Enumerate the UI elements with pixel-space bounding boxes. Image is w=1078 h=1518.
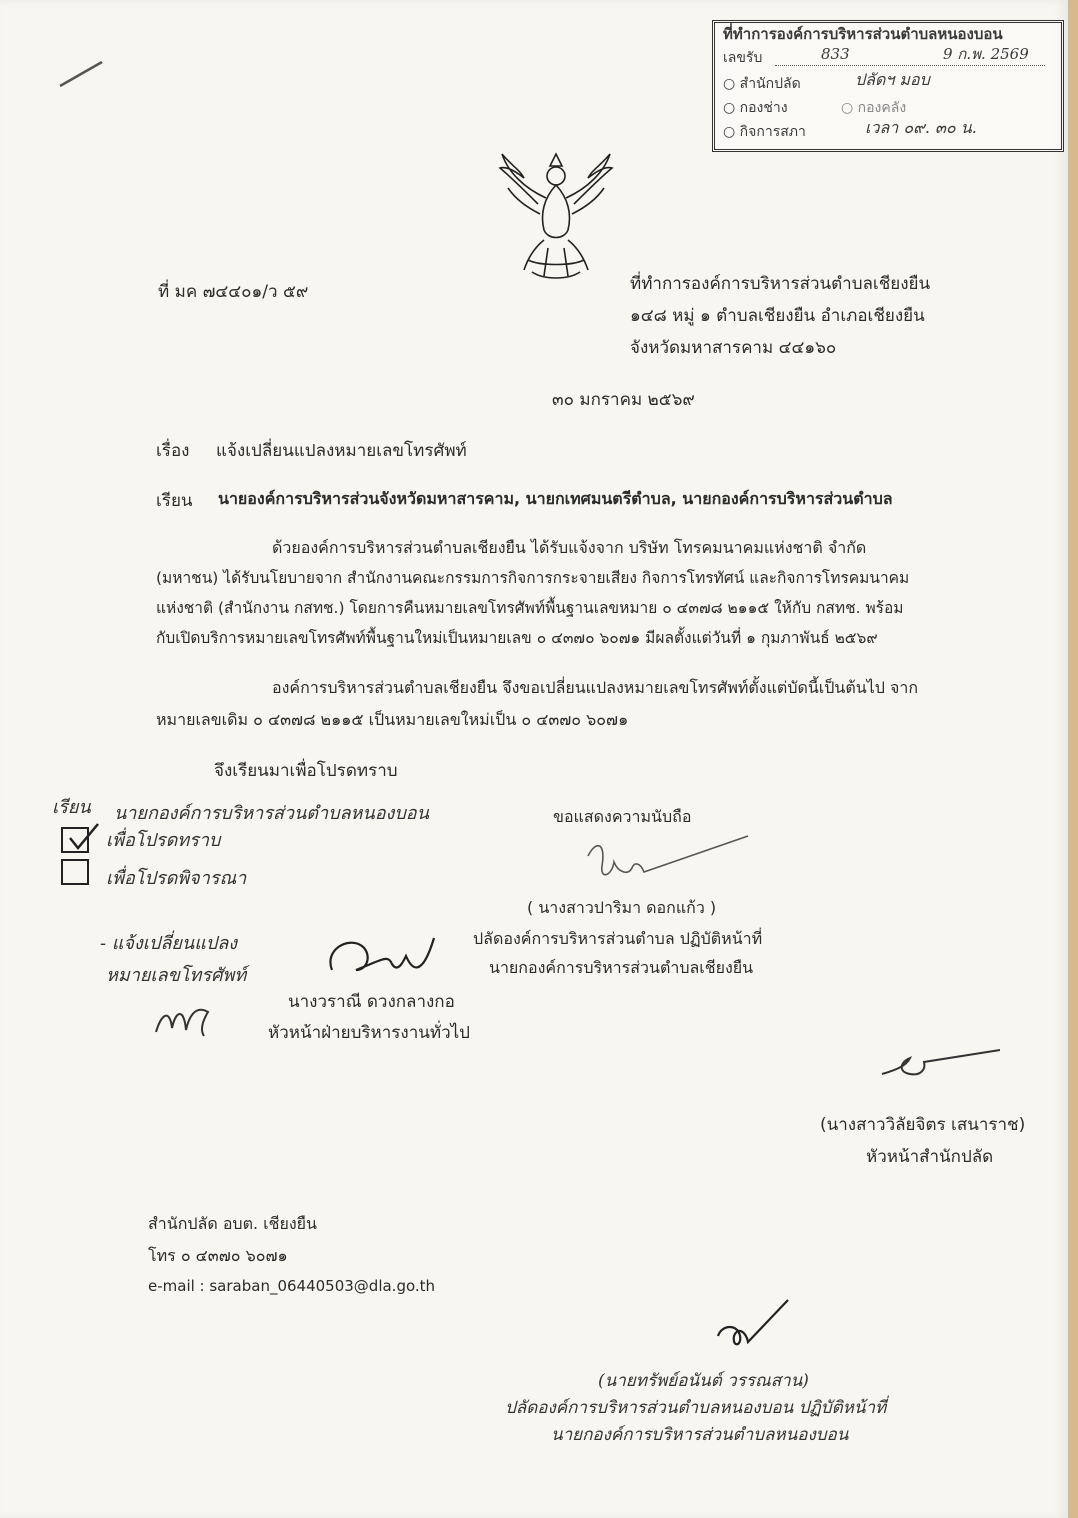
signer-main-name: ( นางสาวปาริมา ดอกแก้ว ) — [527, 898, 717, 917]
signer-office-name: (นางสาววิลัยจิตร เสนาราช) — [820, 1115, 1026, 1135]
body-p1-line4: กับเปิดบริการหมายเลขโทรศัพท์พื้นฐานใหม่เป็นหมายเลข ๐ ๔๓๗๐ ๖๐๗๑ มีผลตั้งแต่วันที่ ๑ กุมภาพันธ์ ๒๕๖๙ — [156, 629, 878, 647]
body-p1-line1: ด้วยองค์การบริหารส่วนตำบลเชียงยืน ได้รับแจ้งจาก บริษัท โทรคมนาคมแห่งชาติ จำกัด — [272, 538, 867, 557]
option-for-consideration: เพื่อโปรดพิจารณา — [106, 868, 247, 889]
office-address-line1: ที่ทำการองค์การบริหารส่วนตำบลเชียงยืน — [630, 274, 931, 294]
routing-label: เรียน — [52, 797, 91, 818]
signer-admin-position: หัวหน้าฝ่ายบริหารงานทั่วไป — [268, 1023, 470, 1043]
check-mark-icon — [66, 822, 102, 852]
signature-waranee-icon — [322, 930, 442, 986]
option-for-information: เพื่อโปรดทราบ — [106, 830, 221, 851]
signer-main-position2: นายกองค์การบริหารส่วนตำบลเชียงยืน — [489, 958, 754, 977]
stamp-date: 9 ก.พ. 2569 — [943, 45, 1029, 63]
paper-edge — [1068, 0, 1078, 1518]
stamp-number: 833 — [821, 45, 850, 63]
stamp-time: เวลา ๐๙. ๓๐ น. — [865, 118, 977, 137]
subject-label: เรื่อง — [156, 441, 190, 461]
checkbox-for-consideration — [61, 859, 89, 885]
signature-parima-icon — [582, 832, 752, 892]
handwritten-note-line1: - แจ้งเปลี่ยนแปลง — [100, 933, 238, 954]
circle-icon: ○ — [723, 124, 740, 140]
routing-recipient: นายกองค์การบริหารส่วนตำบลหนองบอน — [114, 803, 429, 824]
receiving-stamp — [712, 20, 1064, 152]
body-p2-line1: องค์การบริหารส่วนตำบลเชียงยืน จึงขอเปลี่ยนแปลงหมายเลขโทรศัพท์ตั้งแต่บัดนี้เป็นต้นไป จาก — [272, 678, 919, 697]
garuda-emblem-icon — [494, 148, 618, 286]
circle-icon: ○ — [841, 100, 858, 116]
salutation-recipients: นายองค์การบริหารส่วนจังหวัดมหาสารคาม, นายกเทศมนตรีตำบล, นายกองค์การบริหารส่วนตำบล — [218, 489, 893, 508]
letter-date: ๓๐ มกราคม ๒๕๖๙ — [552, 390, 695, 410]
stamp-label-council — [723, 123, 806, 141]
handwritten-note-line2: หมายเลขโทรศัพท์ — [106, 965, 247, 986]
reference-number: ที่ มค ๗๔๔๐๑/ว ๕๙ — [158, 282, 309, 302]
contact-department: สำนักปลัด อบต. เชียงยืน — [148, 1214, 317, 1233]
stamp-dotline — [775, 65, 1045, 66]
signature-wilaijit-icon — [876, 1044, 1006, 1084]
initials-signature-icon — [152, 1002, 212, 1040]
subject-text: แจ้งเปลี่ยนแปลงหมายเลขโทรศัพท์ — [216, 441, 467, 461]
stamp-label-engineering — [723, 99, 788, 117]
salutation-label: เรียน — [156, 491, 193, 511]
signer-office-position: หัวหน้าสำนักปลัด — [866, 1147, 994, 1167]
stamp-label-received: เลขรับ — [723, 50, 763, 66]
stamp-handwriting: ปลัดฯ มอบ — [855, 70, 930, 89]
circle-icon: ○ — [723, 76, 740, 92]
stamp-row3-label: กองช่าง — [739, 100, 788, 116]
signer-admin-name: นางวราณี ดวงกลางกอ — [288, 992, 455, 1012]
stamp-row4-label: กิจการสภา — [739, 124, 806, 140]
body-p1-line2: (มหาชน) ได้รับนโยบายจาก สำนักงานคณะกรรมการกิจการกระจายเสียง กิจการโทรทัศน์ และกิจการโทรคมนาคม — [156, 569, 910, 587]
circle-icon: ○ — [723, 100, 740, 116]
contact-email: e-mail : saraban_06440503@dla.go.th — [148, 1277, 436, 1295]
body-p2-line2: หมายเลขเดิม ๐ ๔๓๗๘ ๒๑๑๕ เป็นหมายเลขใหม่เป็น ๐ ๔๓๗๐ ๖๐๗๑ — [156, 710, 629, 729]
body-p1-line3: แห่งชาติ (สำนักงาน กสทช.) โดยการคืนหมายเลขโทรศัพท์พื้นฐานเลขหมาย ๐ ๔๓๗๘ ๒๑๑๕ ให้กับ กสทช. พร้อม — [156, 599, 904, 617]
regards-text: ขอแสดงความนับถือ — [553, 807, 692, 826]
stamp-row2-label: สำนักปลัด — [739, 76, 801, 92]
signature-sapanan-icon — [712, 1296, 802, 1366]
pen-mark — [56, 56, 106, 90]
signer-final-position2: นายกองค์การบริหารส่วนตำบลหนองบอน — [551, 1425, 849, 1445]
stamp-row3-extra: กองคลัง — [857, 100, 907, 116]
signer-main-position1: ปลัดองค์การบริหารส่วนตำบล ปฏิบัติหน้าที่ — [473, 929, 763, 948]
signer-final-position1: ปลัดองค์การบริหารส่วนตำบลหนองบอน ปฏิบัติหน้าที่ — [505, 1398, 887, 1418]
stamp-title: ที่ทำการองค์การบริหารส่วนตำบลหนองบอน — [723, 25, 1003, 43]
stamp-label-office — [723, 75, 801, 93]
stamp-label-finance — [841, 99, 906, 117]
office-address-line2: ๑๔๘ หมู่ ๑ ตำบลเชียงยืน อำเภอเชียงยืน — [630, 306, 925, 326]
signer-final-name: (นายทรัพย์อนันต์ วรรณสาน) — [598, 1371, 809, 1391]
contact-telephone: โทร ๐ ๔๓๗๐ ๖๐๗๑ — [148, 1246, 288, 1265]
office-address-line3: จังหวัดมหาสารคาม ๔๔๑๖๐ — [630, 338, 837, 358]
closing-phrase: จึงเรียนมาเพื่อโปรดทราบ — [214, 761, 398, 781]
